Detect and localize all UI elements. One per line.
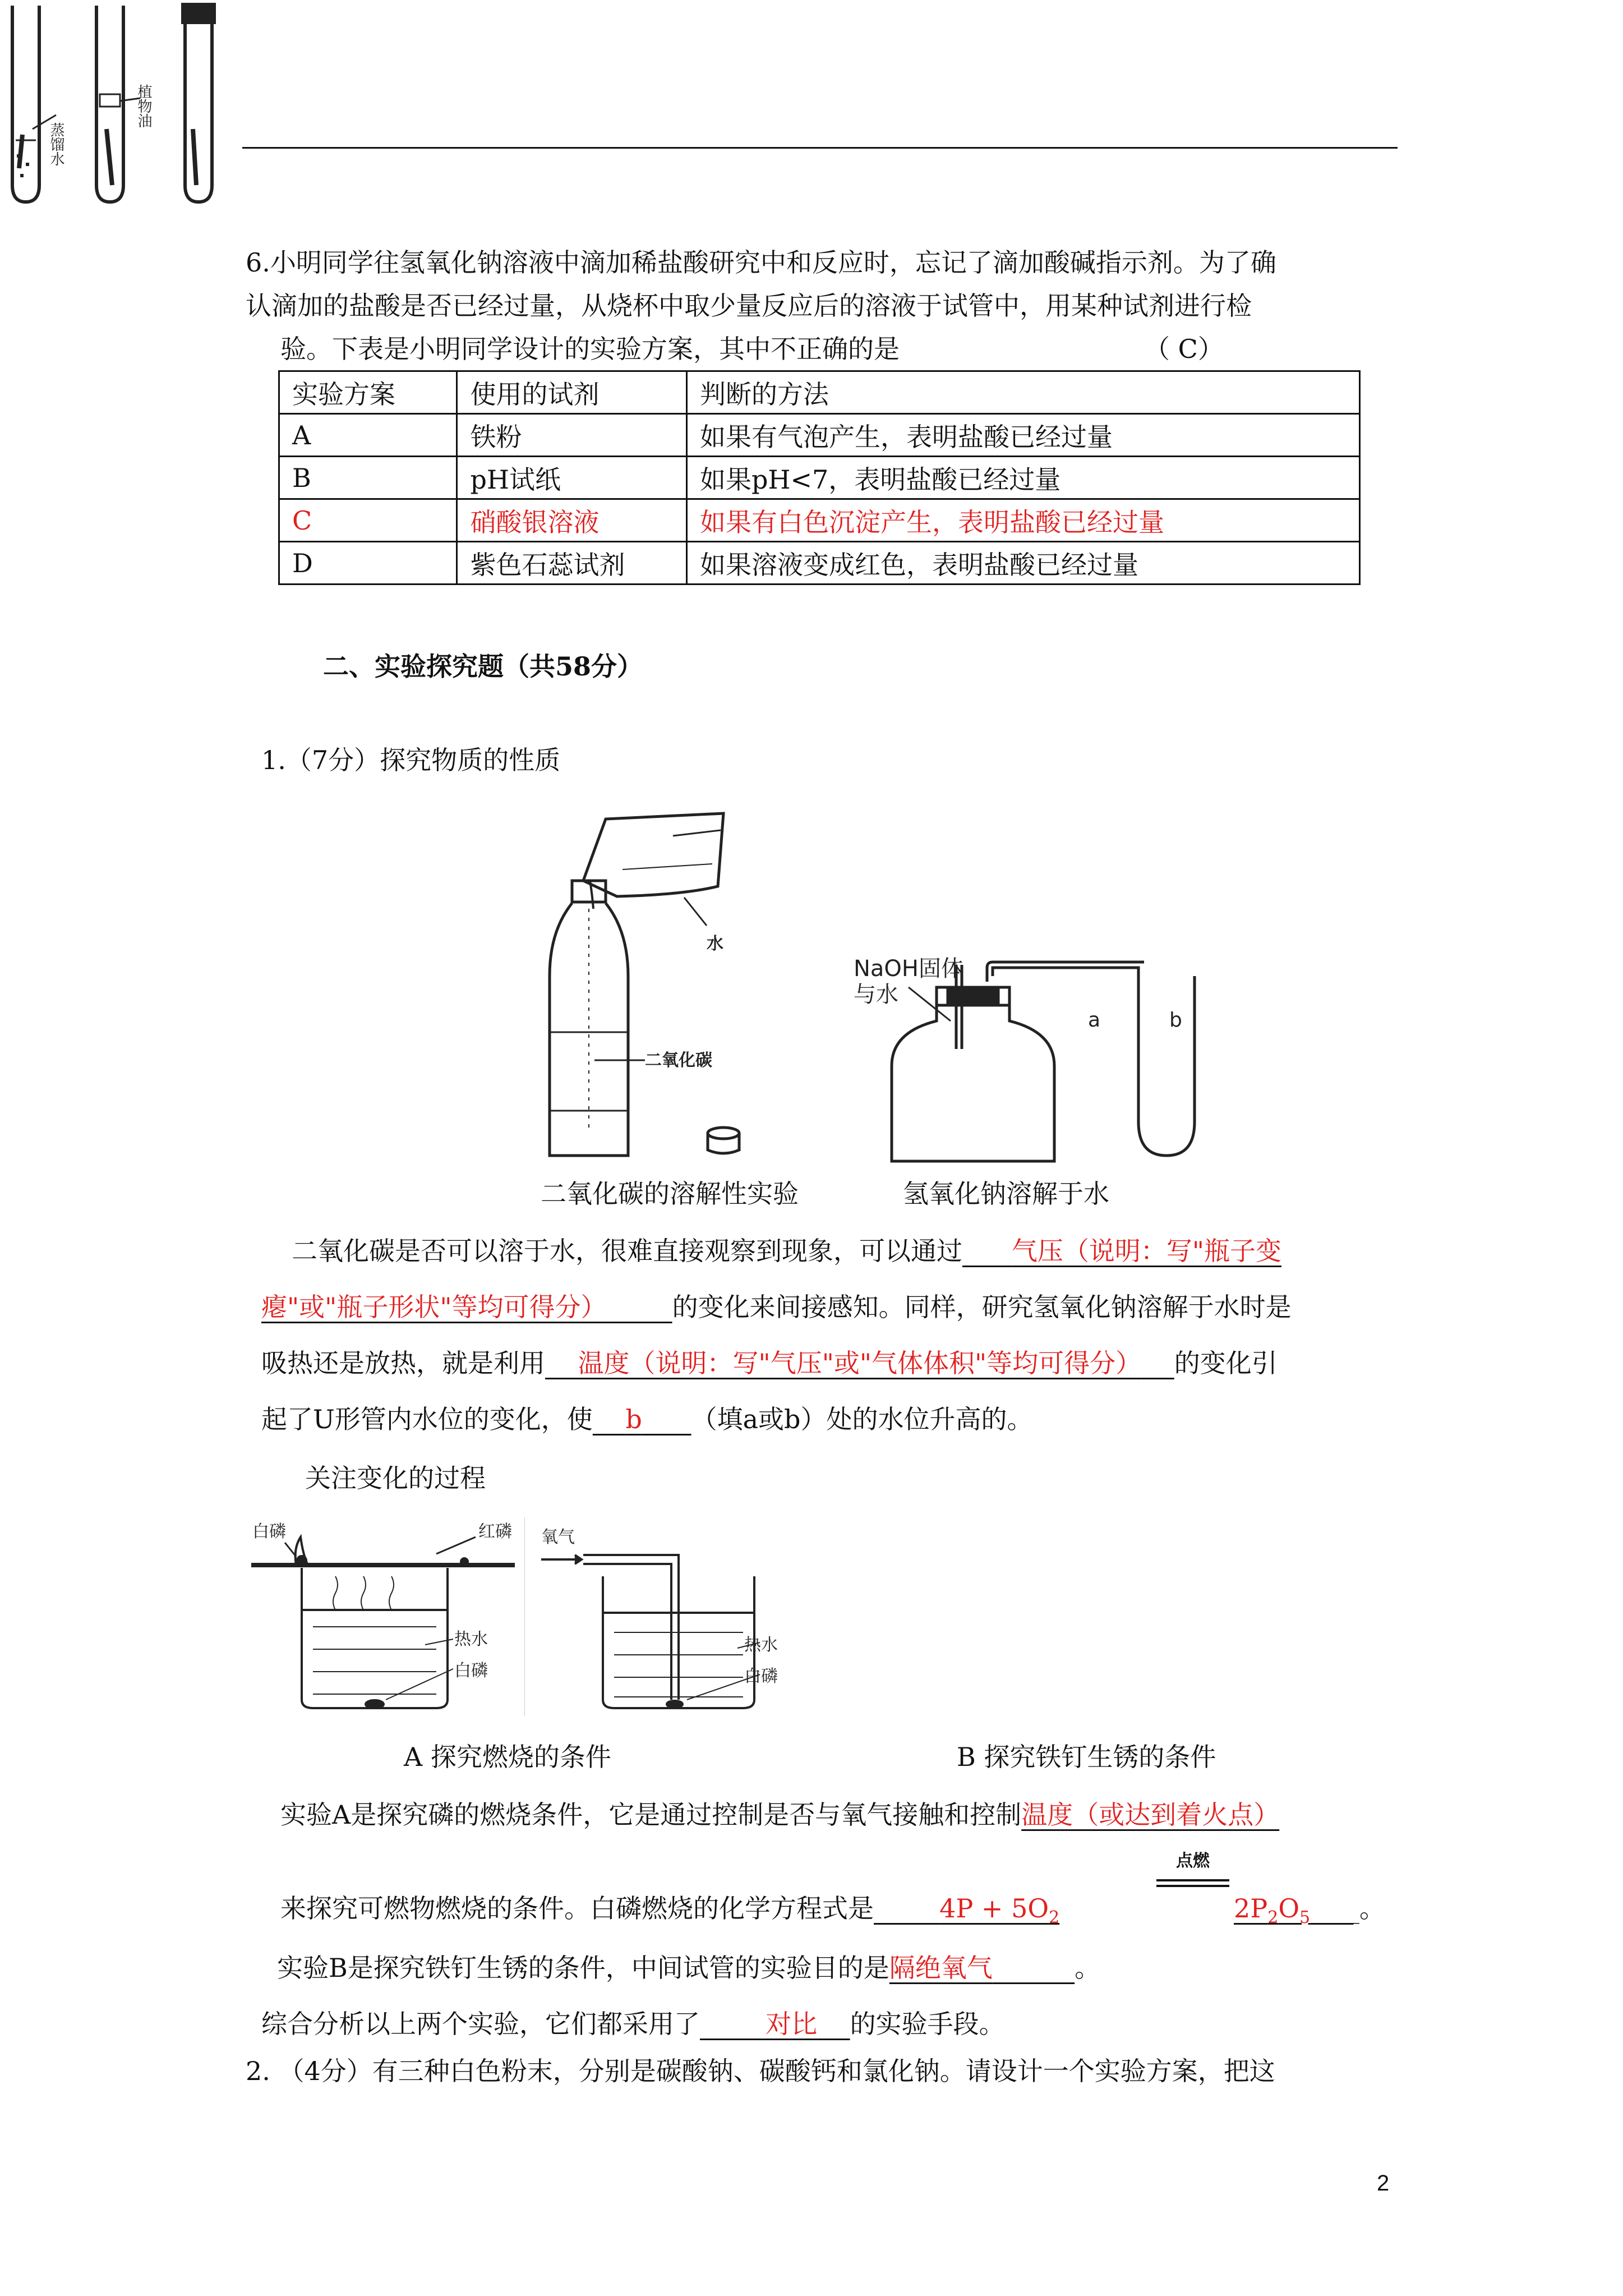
- answer-6: 对比: [766, 2009, 818, 2039]
- q1-summary-line: [261, 2007, 1005, 2041]
- answer-1-cont: 瘪"或"瓶子形状"等均可得分）: [261, 1292, 607, 1322]
- label-with-water: 与水: [854, 982, 898, 1007]
- q1-paragraph-line1: [292, 1234, 1281, 1268]
- answer-5: 隔绝氧气: [889, 1953, 993, 1983]
- q1-experiment-b-line: [277, 1951, 1100, 1985]
- text: 吸热还是放热，就是利用: [261, 1348, 545, 1378]
- q1-paragraph-line2: [261, 1290, 1292, 1324]
- equation-left: $4P + 5O_2$: [939, 1893, 1060, 1928]
- blank: [962, 1236, 1281, 1266]
- text: 综合分析以上两个实验，它们都采用了: [261, 2009, 700, 2039]
- table-cell: 紫色石蕊试剂: [457, 542, 686, 585]
- table-cell: 硝酸银溶液: [457, 499, 686, 542]
- table-header-cell: 实验方案: [279, 371, 457, 414]
- answer-1: 气压（说明：写"瓶子变: [1011, 1236, 1281, 1266]
- table-cell: 如果有白色沉淀产生，表明盐酸已经过量: [686, 499, 1359, 542]
- text: 的实验手段。: [850, 2009, 1005, 2039]
- q1-heading: 1.（7分）探究物质的性质: [261, 745, 561, 775]
- label-white-phosphorus-b: 白磷: [744, 1667, 778, 1686]
- label-co2: 二氧化碳: [645, 1051, 712, 1070]
- label-hot-water-b: 热水: [744, 1635, 778, 1655]
- label-oxygen: 氧气: [541, 1527, 575, 1547]
- oxygen-beaker-figure: [524, 1515, 794, 1717]
- answer-4: 温度（或达到着火点）: [1021, 1800, 1280, 1830]
- table-cell: C: [279, 499, 457, 542]
- text: 。: [1075, 1953, 1101, 1983]
- text: 的变化来间接感知。同样，研究氢氧化钠溶解于水时是: [672, 1292, 1292, 1322]
- q1-paragraph-line4: [261, 1402, 1032, 1436]
- co2-bottle-figure: [538, 797, 796, 1161]
- blank: [593, 1404, 691, 1434]
- reaction-condition: [1156, 1851, 1229, 1887]
- table-cell: 如果溶液变成红色，表明盐酸已经过量: [686, 542, 1359, 585]
- label-hot-water: 热水: [454, 1630, 488, 1649]
- equals-sign-bottom: [1156, 1885, 1229, 1887]
- blank: [874, 1893, 1060, 1928]
- combustion-figure: [251, 1515, 520, 1717]
- table-header-cell: 判断的方法: [686, 371, 1359, 414]
- fig1-caption: 二氧化碳的溶解性实验: [541, 1179, 799, 1209]
- q1-equation-line: [280, 1892, 1059, 1935]
- label-white-phosphorus: 白磷: [252, 1522, 286, 1542]
- header-rule: [242, 147, 1398, 149]
- table-header-cell: 使用的试剂: [457, 371, 686, 414]
- text: 起了U形管内水位的变化，使: [261, 1404, 593, 1434]
- table-header-row: [279, 371, 1360, 414]
- table-row: [279, 542, 1360, 585]
- table-row: [279, 414, 1360, 457]
- table-cell: 如果有气泡产生，表明盐酸已经过量: [686, 414, 1359, 457]
- condition-label: 点燃: [1176, 1851, 1210, 1871]
- equation-right: $2P_2O_5$: [1234, 1893, 1311, 1928]
- answer-2: 温度（说明：写"气压"或"气体体积"等均可得分）: [578, 1348, 1142, 1378]
- test-tubes-figure: [0, 0, 236, 208]
- section-title: 二、实验探究题（共58分）: [323, 651, 643, 682]
- label-b: b: [1169, 1009, 1182, 1032]
- equals-sign-top: [1156, 1879, 1229, 1881]
- blank: [545, 1348, 1174, 1378]
- q6-answer: （ C）: [1144, 334, 1224, 364]
- label-vegetable-oil: 植物油: [135, 84, 152, 128]
- answer-3: b: [625, 1404, 642, 1434]
- label-red-phosphorus: 红磷: [478, 1522, 512, 1542]
- fig2-caption: 氢氧化钠溶解于水: [903, 1179, 1109, 1209]
- label-a: a: [1088, 1009, 1101, 1032]
- text: 的变化引: [1174, 1348, 1278, 1378]
- figB-caption: B 探究铁钉生锈的条件: [957, 1742, 1216, 1772]
- table-row: [279, 457, 1360, 499]
- text: （填a或b）处的水位升高的。: [691, 1404, 1033, 1434]
- q2-text: 2. （4分）有三种白色粉末，分别是碳酸钠、碳酸钙和氯化钠。请设计一个实验方案，把这: [246, 2056, 1275, 2086]
- table-cell: 如果pH<7，表明盐酸已经过量: [686, 457, 1359, 499]
- text: 实验A是探究磷的燃烧条件，它是通过控制是否与氧气接触和控制: [280, 1800, 1022, 1830]
- q6-line3: 验。下表是小明同学设计的实验方案，其中不正确的是: [280, 334, 900, 364]
- blank: [889, 1953, 1075, 1983]
- table-cell: pH试纸: [457, 457, 686, 499]
- naoh-u-tube-figure: [841, 954, 1211, 1167]
- label-naoh: NaOH固体: [854, 956, 963, 982]
- q1-equation-right: [1234, 1892, 1385, 1935]
- q6-line1: 6.小明同学往氢氧化钠溶液中滴加稀盐酸研究中和反应时，忘记了滴加酸碱指示剂。为了确: [246, 247, 1276, 278]
- table-cell: A: [279, 414, 457, 457]
- label-water: 水: [707, 934, 723, 954]
- figA-caption: A 探究燃烧的条件: [404, 1742, 611, 1772]
- q6-plan-table: [278, 370, 1361, 585]
- blank: [1310, 1893, 1359, 1924]
- sub-heading: 关注变化的过程: [305, 1463, 486, 1493]
- text: 。: [1359, 1893, 1385, 1924]
- blank: [261, 1292, 672, 1322]
- text: 二氧化碳是否可以溶于水，很难直接观察到现象，可以通过: [292, 1236, 962, 1266]
- blank: [700, 2009, 850, 2039]
- text: 实验B是探究铁钉生锈的条件，中间试管的实验目的是: [277, 1953, 889, 1983]
- table-row-correct-answer: [279, 499, 1360, 542]
- q1-experiment-a-line: [280, 1798, 1279, 1832]
- text: 来探究可燃物燃烧的条件。白磷燃烧的化学方程式是: [280, 1893, 874, 1924]
- page-number: 2: [1377, 2171, 1390, 2196]
- q1-paragraph-line3: [261, 1346, 1278, 1380]
- table-cell: 铁粉: [457, 414, 686, 457]
- label-white-phosphorus-2: 白磷: [454, 1661, 488, 1681]
- label-distilled-water: 蒸馏水: [48, 122, 64, 166]
- table-cell: B: [279, 457, 457, 499]
- q6-line2: 认滴加的盐酸是否已经过量，从烧杯中取少量反应后的溶液于试管中，用某种试剂进行检: [246, 291, 1252, 321]
- table-cell: D: [279, 542, 457, 585]
